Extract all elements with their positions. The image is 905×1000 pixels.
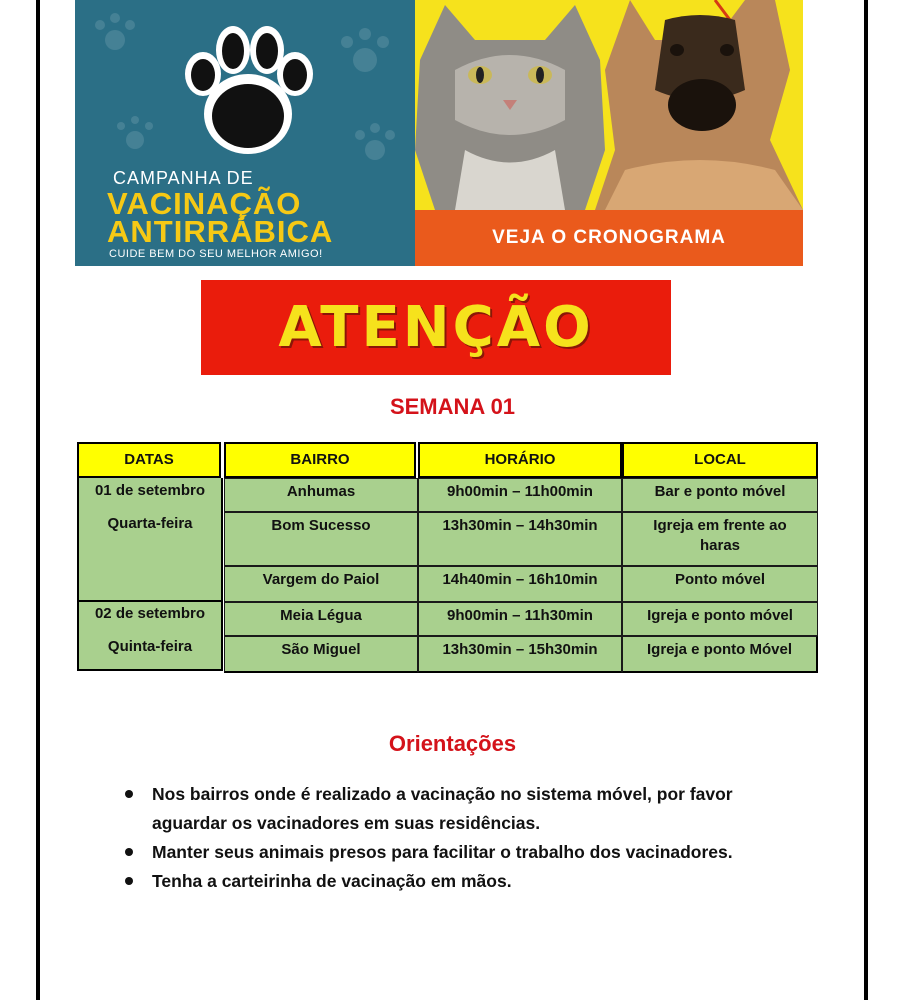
week-title: SEMANA 01 [389,394,516,419]
date-group [77,478,223,602]
attention-box [201,280,671,375]
list-item-text: Manter seus animais presos para facilitar o trabalho dos vacinadores. [152,842,733,862]
orientations-list [123,780,803,896]
cell-horario: 14h40min – 16h10min [418,566,622,602]
cell-horario: 13h30min – 14h30min [418,512,622,566]
page-border-right [864,0,868,1000]
header-datas: DATAS [77,442,221,478]
schedule-cta-bar [415,210,803,266]
cell-horario: 13h30min – 15h30min [418,636,622,673]
attention-heading: ATENÇÃO [278,295,594,360]
list-item-text: Nos bairros onde é realizado a vacinação no sistema móvel, por favor aguardar os vacinadores em suas residências. [152,784,733,833]
cell-bairro: Vargem do Paiol [224,566,418,602]
cell-horario: 9h00min – 11h00min [418,478,622,512]
cat-icon [415,5,605,210]
header-local: LOCAL [622,442,818,478]
weekday-label: Quarta-feira [107,515,193,532]
paw-icon [173,22,323,162]
bullet-icon [125,848,133,856]
bullet-icon [125,877,133,885]
cat-and-dog-illustration [415,0,803,210]
date-label: 02 de setembro [94,605,206,622]
bullet-icon [125,790,133,798]
dog-icon [595,0,803,210]
banner-photo-panel [415,0,803,210]
cell-bairro: São Miguel [224,636,418,673]
header-horario: HORÁRIO [418,442,622,478]
cell-local: Igreja e ponto móvel [622,602,818,636]
campaign-title: VACINAÇÃO [107,186,302,221]
cell-local: Ponto móvel [622,566,818,602]
date-label: 01 de setembro [94,482,206,499]
campaign-tagline: CUIDE BEM DO SEU MELHOR AMIGO! [109,248,323,260]
cell-bairro: Anhumas [224,478,418,512]
banner-left-panel [75,0,415,266]
orientations-title: Orientações [388,731,517,756]
cell-local: Igreja e ponto Móvel [622,636,818,673]
campaign-subtitle: ANTIRRÁBICA [107,214,334,249]
campaign-banner [75,0,803,266]
weekday-label: Quinta-feira [107,638,193,655]
header-bairro: BAIRRO [224,442,416,478]
page-border-left [36,0,40,1000]
date-group [77,602,223,671]
cell-bairro: Meia Légua [224,602,418,636]
cell-bairro: Bom Sucesso [224,512,418,566]
list-item-text: Tenha a carteirinha de vacinação em mãos. [152,871,512,891]
list-item [123,838,803,867]
cta-text: VEJA O CRONOGRAMA [492,227,726,248]
cell-local: Igreja em frente ao haras [622,512,818,566]
list-item [123,867,803,896]
list-item [123,780,803,838]
cell-horario: 9h00min – 11h30min [418,602,622,636]
cell-local: Bar e ponto móvel [622,478,818,512]
schedule-table [77,442,818,673]
campaign-kicker: CAMPANHA DE [113,168,254,188]
